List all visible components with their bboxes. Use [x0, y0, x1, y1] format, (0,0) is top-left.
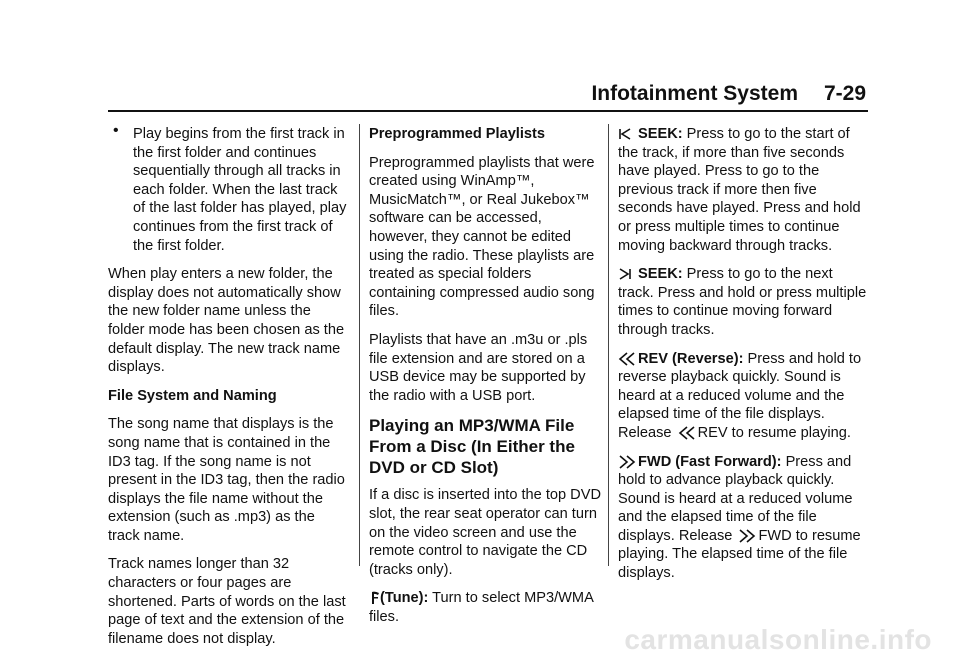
seek-back-text: Press to go to the start of the track, if more than five seconds have played. Press to go to the previous track if more then five seconds have played. Press and hold or press multiple times to continue moving backward through tracks.	[618, 126, 861, 254]
reverse-label: REV (Reverse):	[638, 350, 744, 367]
header-rule	[108, 110, 868, 112]
fast-forward-text: Press and hold to advance playback quickly. Sound is heard at a reduced volume and the elapsed time of the file displays. Release	[618, 453, 853, 544]
bullet-icon: •	[113, 122, 119, 139]
section-heading: Playing an MP3/WMA File From a Disc (In Either the DVD or CD Slot)	[369, 416, 575, 478]
column-divider	[608, 124, 609, 566]
paragraph: When play enters a new folder, the display does not automatically show the new folder name unless the folder mode has been chosen as the default display. The new track name displays.	[108, 266, 345, 376]
reverse-entry	[618, 350, 870, 443]
subheading: File System and Naming	[108, 387, 277, 404]
paragraph: If a disc is inserted into the top DVD slot, the rear seat operator can turn on the video screen and use the remote control to navigate the CD (tracks only).	[369, 487, 601, 578]
fast-forward-entry	[618, 453, 870, 583]
section-title: Infotainment System	[591, 82, 798, 105]
subheading: Preprogrammed Playlists	[369, 126, 546, 142]
seek-forward-icon	[618, 268, 632, 280]
rewind-icon	[618, 352, 636, 366]
paragraph: Track names longer than 32 characters or four pages are shortened. Parts of words on the last page of text and the extension of the filename does not display.	[108, 556, 346, 647]
column-2	[369, 125, 601, 636]
reverse-text-end: REV to resume playing.	[697, 424, 851, 441]
page-number: 7-29	[823, 82, 866, 105]
seek-back-label: SEEK:	[638, 126, 683, 142]
tune-icon	[369, 590, 380, 606]
column-1	[108, 122, 348, 658]
seek-forward-entry	[618, 265, 870, 339]
tune-text: Turn to select MP3/WMA files.	[369, 590, 594, 625]
fast-forward-text-end: FWD to resume playing. The elapsed time of the file displays.	[618, 527, 861, 582]
paragraph: The song name that displays is the song name that is contained in the ID3 tag. If the song name is not present in the ID3 tag, then the radio displays the file name without the extension (such as .mp3) as the track name.	[108, 416, 345, 544]
paragraph: Preprogrammed playlists that were created using WinAmp™, MusicMatch™, or Real Jukebox™ software can be accessed, however, they cannot be edited using the radio. These playlists are treated as special folders containing compressed audio song files.	[369, 154, 595, 320]
seek-forward-text: Press to go to the next track. Press and hold or press multiple times to continue moving forward through tracks.	[618, 266, 867, 338]
paragraph: Playlists that have an .m3u or .pls file extension and are stored on a USB device may be supported by the radio with a USB port.	[369, 331, 588, 404]
rewind-icon	[678, 426, 696, 440]
column-divider	[359, 124, 360, 566]
bullet-item	[108, 122, 348, 255]
bullet-text: Play begins from the first track in the first folder and continues sequentially through all tracks in each folder. When the last track of the last folder has played, play continues from the first track of the first folder.	[133, 126, 347, 254]
fast-forward-icon	[738, 529, 756, 543]
seek-back-entry	[618, 125, 870, 255]
seek-back-icon	[618, 128, 632, 140]
fast-forward-icon	[618, 455, 636, 469]
seek-forward-label: SEEK:	[638, 266, 683, 283]
tune-entry	[369, 589, 601, 626]
page-header	[0, 80, 960, 112]
watermark: carmanualsonline.info	[624, 624, 932, 655]
fast-forward-label: FWD (Fast Forward):	[638, 453, 782, 470]
reverse-text: Press and hold to reverse playback quickly. Sound is heard at a reduced volume and the elapsed time of the file displays. Release	[618, 350, 862, 441]
column-3	[618, 125, 870, 593]
tune-label: (Tune):	[380, 590, 429, 607]
